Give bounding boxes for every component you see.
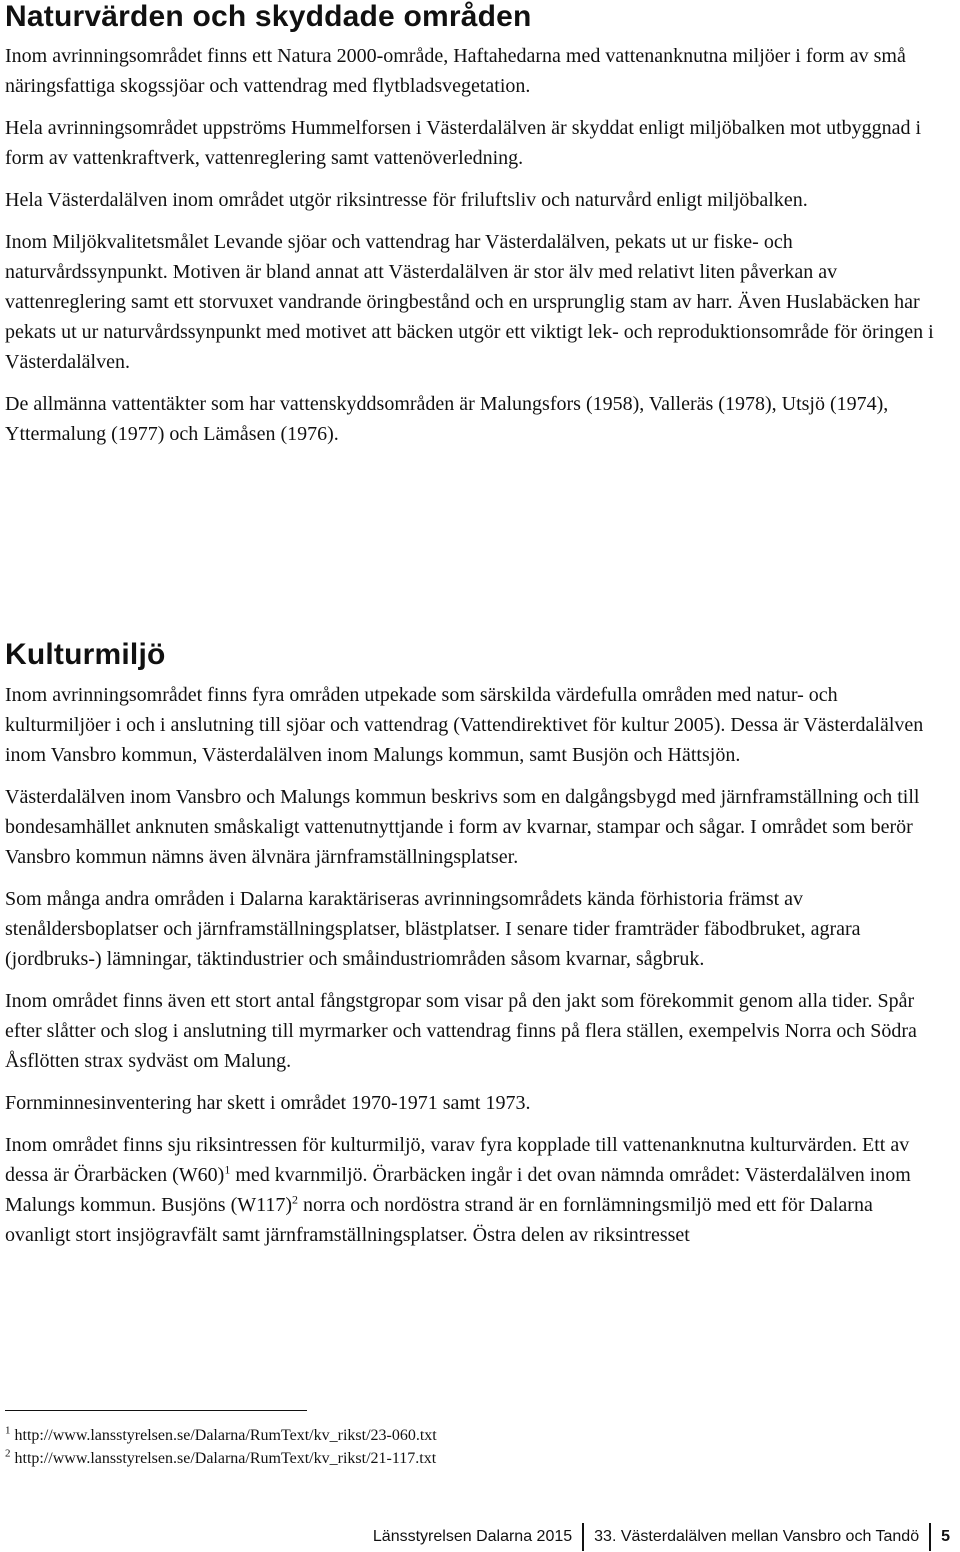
footnotes: [5, 1424, 905, 1470]
paragraph: Hela avrinningsområdet uppströms Hummelforsen i Västerdalälven är skyddat enligt miljöbalken mot utbyggnad i form av vattenkraftverk, vattenreglering samt vattenöverledning.: [5, 117, 922, 169]
section-naturvarden-body: [5, 41, 940, 449]
paragraph: Inom Miljökvalitetsmålet Levande sjöar och vattendrag har Västerdalälven, pekats ut ur fiske- och naturvårdssynpunkt. Motiven är bland annat att Västerdalälven är stor älv med relativt liten påverkan av vattenreglering samt ett storvuxet vandrande öringbestånd och en ursprunglig stam av harr. Även Huslabäcken har pekats ut ur naturvårdssynpunkt med motivet att bäcken utgör ett viktigt lek- och reproduktionsområde för öringen i Västerdalälven.: [5, 231, 934, 373]
paragraph: Inom avrinningsområdet finns ett Natura 2000-område, Haftahedarna med vattenanknutna miljöer i form av små näringsfattiga skogssjöar och vattendrag med flytbladsvegetation.: [5, 45, 906, 97]
paragraph: Inom området finns även ett stort antal fångstgropar som visar på den jakt som förekommit genom alla tider. Spår efter slåtter och slog i anslutning till myrmarker och vattendrag finns på flera ställen, exempelvis Norra och Södra Åsflötten strax sydväst om Malung.: [5, 990, 917, 1072]
paragraph: De allmänna vattentäkter som har vattenskyddsområden är Malungsfors (1958), Valleräs (1978), Utsjö (1974), Yttermalung (1977) och Lämåsen (1976).: [5, 393, 889, 445]
paragraph: Inom avrinningsområdet finns fyra områden utpekade som särskilda värdefulla områden med natur- och kulturmiljöer i och i anslutning till sjöar och vattendrag (Vattendirektivet för kultur 2005). Dessa är Västerdalälven inom Vansbro kommun, Västerdalälven inom Malungs kommun, samt Busjön och Hättsjön.: [5, 684, 924, 766]
footer-org: Länsstyrelsen Dalarna 2015: [372, 1528, 573, 1545]
text-run: Inom området finns sju riksintressen för kulturmiljö, varav fyra kopplade till vattenanknutna kulturvärden. Ett av dessa är Örarbäcken (W60): [5, 1134, 910, 1186]
footnote-number: 2: [5, 1447, 11, 1460]
footnote-number: 1: [5, 1424, 11, 1437]
text-run: norra och nordöstra strand är en fornlämningsmiljö med ett för Dalarna ovanligt stort insjögravfält samt järnframställningsplatser. Östra delen av riksintresset: [5, 1194, 873, 1246]
paragraph: Hela Västerdalälven inom området utgör riksintresse för friluftsliv och naturvård enligt miljöbalken.: [5, 189, 808, 211]
footer-title: 33. Västerdalälven mellan Vansbro och Tandö: [594, 1528, 920, 1545]
footnote-ref-1[interactable]: 1: [224, 1162, 231, 1177]
footer-separator: [929, 1523, 931, 1551]
footnote-2: [5, 1447, 905, 1470]
footer-separator: [582, 1523, 584, 1551]
footnote-link-2[interactable]: http://www.lansstyrelsen.se/Dalarna/RumText/kv_rikst/21-117.txt: [10, 1450, 437, 1467]
section-kulturmiljo-body: [5, 680, 940, 1250]
paragraph: Fornminnesinventering har skett i området 1970-1971 samt 1973.: [5, 1092, 531, 1114]
footnote-ref-2[interactable]: 2: [292, 1192, 299, 1207]
section-heading-naturvarden: Naturvärden och skyddade områden: [5, 0, 532, 33]
section-heading-kulturmiljo: Kulturmiljö: [5, 638, 166, 671]
footnote-link-1[interactable]: http://www.lansstyrelsen.se/Dalarna/RumText/kv_rikst/23-060.txt: [10, 1427, 437, 1444]
text-run: med kvarnmiljö. Örarbäcken ingår i det ovan nämnda området: Västerdalälven inom Malungs kommun. Busjöns (W117): [5, 1164, 911, 1216]
paragraph-riksintressen: [5, 1130, 940, 1250]
paragraph: Som många andra områden i Dalarna karaktäriseras avrinningsområdets kända förhistoria främst av stenåldersboplatser och järnframställningsplatser, blästplatser. I senare tider framträder fäbodbruket, agrara (jordbruks-) lämningar, täktindustrier och småindustriområden såsom kvarnar, sågbruk.: [5, 888, 861, 970]
page-footer: [373, 1522, 950, 1552]
footnote-1: [5, 1424, 905, 1447]
paragraph: Västerdalälven inom Vansbro och Malungs kommun beskrivs som en dalgångsbygd med järnframställning och till bondesamhället anknuten småskaligt vattenutnyttjande i form av kvarnar, stampar och sågar. I området som berör Vansbro kommun nämns även älvnära järnframställningsplatser.: [5, 786, 920, 868]
footnote-divider: [5, 1410, 307, 1411]
page-number: 5: [941, 1528, 950, 1545]
